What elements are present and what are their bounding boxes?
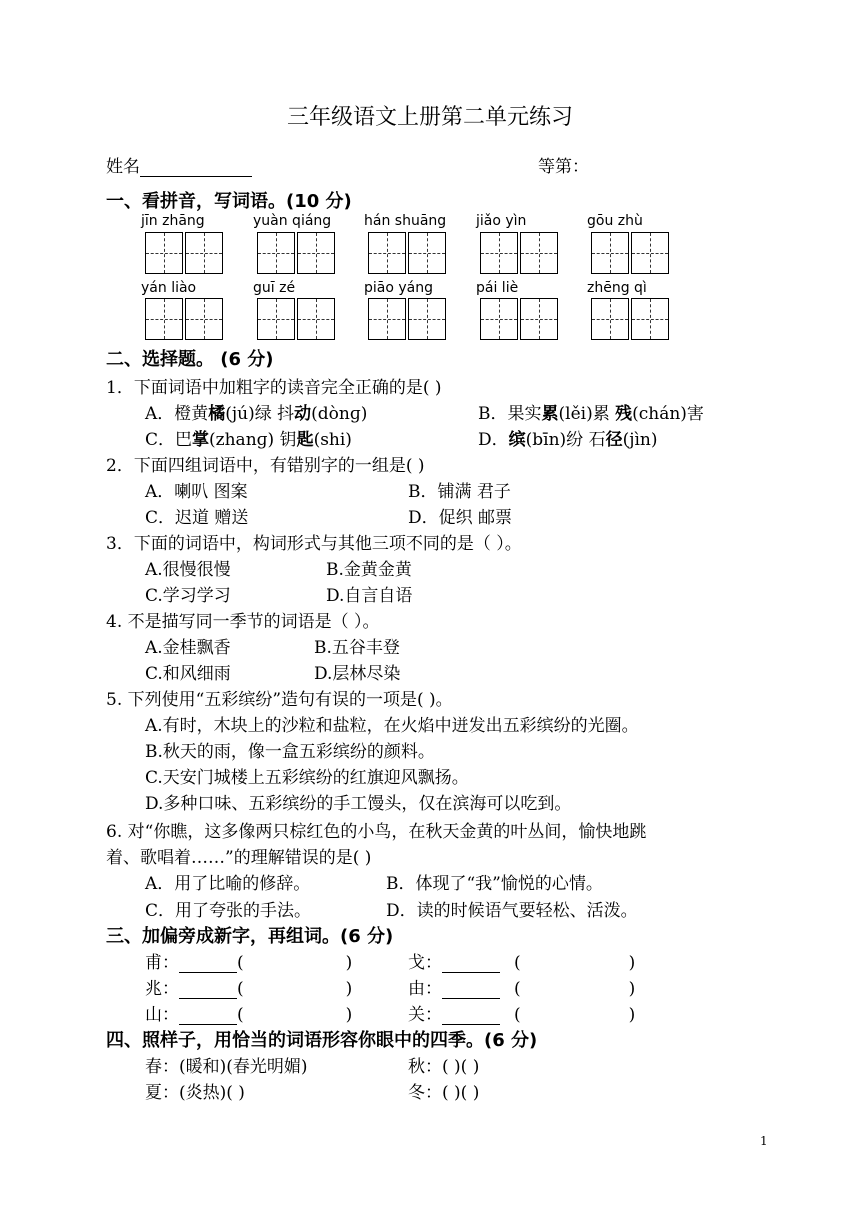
q1-option-a[interactable]: A．橙黄橘(jú)绿 抖动(dònɡ) bbox=[145, 404, 368, 424]
q4-option-a[interactable]: A.金桂飘香 bbox=[145, 638, 231, 658]
radical-left-row[interactable]: 甫： ( ) bbox=[145, 953, 353, 973]
q4-option-b[interactable]: B.五谷丰登 bbox=[314, 638, 400, 658]
q6-option-d[interactable]: D．读的时候语气要轻松、活泼。 bbox=[386, 901, 638, 921]
q1-option-b[interactable]: B．果实累(lěi)累 残(chán)害 bbox=[478, 404, 704, 424]
pinyin-label: yán liào bbox=[141, 280, 197, 296]
tianzige-box[interactable] bbox=[520, 232, 558, 274]
section-3-heading: 三、加偏旁成新字，再组词。(6 分) bbox=[106, 926, 394, 947]
q2-option-d[interactable]: D．促织 邮票 bbox=[408, 508, 513, 528]
q2-option-b[interactable]: B．铺满 君子 bbox=[408, 482, 511, 502]
tianzige-box[interactable] bbox=[297, 232, 335, 274]
name-blank[interactable] bbox=[140, 158, 252, 177]
pinyin-label: piāo yáng bbox=[364, 280, 433, 296]
tianzige-box[interactable] bbox=[520, 298, 558, 340]
tianzige-box[interactable] bbox=[408, 298, 446, 340]
q2-stem: 2．下面四组词语中，有错别字的一组是( ) bbox=[106, 456, 425, 476]
pinyin-label: jīn zhāng bbox=[141, 213, 205, 229]
q3-option-d[interactable]: D.自言自语 bbox=[326, 586, 413, 606]
q5-option-d[interactable]: D.多种口味、五彩缤纷的手工馒头，仅在滨海可以吃到。 bbox=[145, 794, 572, 814]
pinyin-label: hán shuāng bbox=[364, 213, 447, 229]
spring-answer[interactable]: 春：(暖和)(春光明媚) bbox=[145, 1057, 308, 1077]
section-2-heading: 二、选择题。 (6 分) bbox=[106, 349, 274, 370]
q5-option-a[interactable]: A.有时，木块上的沙粒和盐粒，在火焰中迸发出五彩缤纷的光圈。 bbox=[145, 716, 639, 736]
q3-stem: 3．下面的词语中，构词形式与其他三项不同的是（ ）。 bbox=[106, 534, 522, 554]
tianzige-box[interactable] bbox=[631, 298, 669, 340]
tianzige-box[interactable] bbox=[631, 232, 669, 274]
q4-option-d[interactable]: D.层林尽染 bbox=[314, 664, 401, 684]
q2-option-c[interactable]: C．迟道 赠送 bbox=[145, 508, 249, 528]
q3-option-c[interactable]: C.学习学习 bbox=[145, 586, 231, 606]
pinyin-label: pái liè bbox=[476, 280, 519, 296]
grade-label: 等第： bbox=[538, 157, 589, 177]
radical-right-row[interactable]: 戈： ( ) bbox=[408, 953, 636, 973]
radical-right-row[interactable]: 由： ( ) bbox=[408, 979, 636, 999]
tianzige-box[interactable] bbox=[480, 298, 518, 340]
tianzige-box[interactable] bbox=[480, 232, 518, 274]
q5-option-c[interactable]: C.天安门城楼上五彩缤纷的红旗迎风飘扬。 bbox=[145, 768, 469, 788]
q1-option-c[interactable]: C．巴掌(zhanɡ) 钥匙(shi) bbox=[145, 430, 352, 450]
q1-option-d[interactable]: D．缤(bīn)纷 石径(jìn) bbox=[478, 430, 658, 450]
page-number: 1 bbox=[760, 1134, 768, 1148]
q6-stem-line1: 6. 对“你瞧，这多像两只棕红色的小鸟，在秋天金黄的叶丛间，愉快地跳 bbox=[106, 822, 647, 842]
tianzige-box[interactable] bbox=[368, 298, 406, 340]
winter-answer[interactable]: 冬：( )( ) bbox=[408, 1083, 480, 1103]
tianzige-box[interactable] bbox=[408, 232, 446, 274]
autumn-answer[interactable]: 秋：( )( ) bbox=[408, 1057, 480, 1077]
tianzige-box[interactable] bbox=[591, 232, 629, 274]
pinyin-label: gōu zhù bbox=[587, 213, 643, 229]
pinyin-label: guī zé bbox=[253, 280, 296, 296]
tianzige-box[interactable] bbox=[257, 232, 295, 274]
radical-right-row[interactable]: 关： ( ) bbox=[408, 1005, 636, 1025]
tianzige-box[interactable] bbox=[368, 232, 406, 274]
summer-answer[interactable]: 夏：(炎热)( ) bbox=[145, 1083, 245, 1103]
q1-stem: 1．下面词语中加粗字的读音完全正确的是( ) bbox=[106, 378, 442, 398]
tianzige-box[interactable] bbox=[145, 298, 183, 340]
q6-stem-line2: 着、歌唱着……”的理解错误的是( ) bbox=[106, 848, 372, 868]
radical-left-row[interactable]: 兆： ( ) bbox=[145, 979, 353, 999]
section-1-heading: 一、看拼音，写词语。(10 分) bbox=[106, 191, 352, 212]
radical-left-row[interactable]: 山： ( ) bbox=[145, 1005, 353, 1025]
q2-option-a[interactable]: A．喇叭 图案 bbox=[145, 482, 248, 502]
tianzige-box[interactable] bbox=[297, 298, 335, 340]
name-field bbox=[106, 152, 252, 177]
q4-option-c[interactable]: C.和风细雨 bbox=[145, 664, 231, 684]
q5-stem: 5. 下列使用“五彩缤纷”造句有误的一项是( )。 bbox=[106, 690, 453, 710]
q3-option-b[interactable]: B.金黄金黄 bbox=[326, 560, 412, 580]
tianzige-box[interactable] bbox=[145, 232, 183, 274]
tianzige-box[interactable] bbox=[185, 298, 223, 340]
q3-option-a[interactable]: A.很慢很慢 bbox=[145, 560, 231, 580]
tianzige-box[interactable] bbox=[591, 298, 629, 340]
tianzige-box[interactable] bbox=[257, 298, 295, 340]
q6-option-b[interactable]: B．体现了“我”愉悦的心情。 bbox=[386, 874, 603, 894]
pinyin-label: jiǎo yìn bbox=[476, 213, 527, 229]
q5-option-b[interactable]: B.秋天的雨，像一盒五彩缤纷的颜料。 bbox=[145, 742, 435, 762]
name-label: 姓名 bbox=[106, 157, 140, 177]
pinyin-label: zhēng qì bbox=[587, 280, 647, 296]
q4-stem: 4. 不是描写同一季节的词语是（ ）。 bbox=[106, 612, 380, 632]
section-4-heading: 四、照样子，用恰当的词语形容你眼中的四季。(6 分) bbox=[106, 1030, 538, 1051]
q6-option-a[interactable]: A．用了比喻的修辞。 bbox=[145, 874, 311, 894]
page-title: 三年级语文上册第二单元练习 bbox=[286, 105, 573, 130]
tianzige-box[interactable] bbox=[185, 232, 223, 274]
pinyin-label: yuàn qiáng bbox=[253, 213, 332, 229]
q6-option-c[interactable]: C．用了夸张的手法。 bbox=[145, 901, 312, 921]
